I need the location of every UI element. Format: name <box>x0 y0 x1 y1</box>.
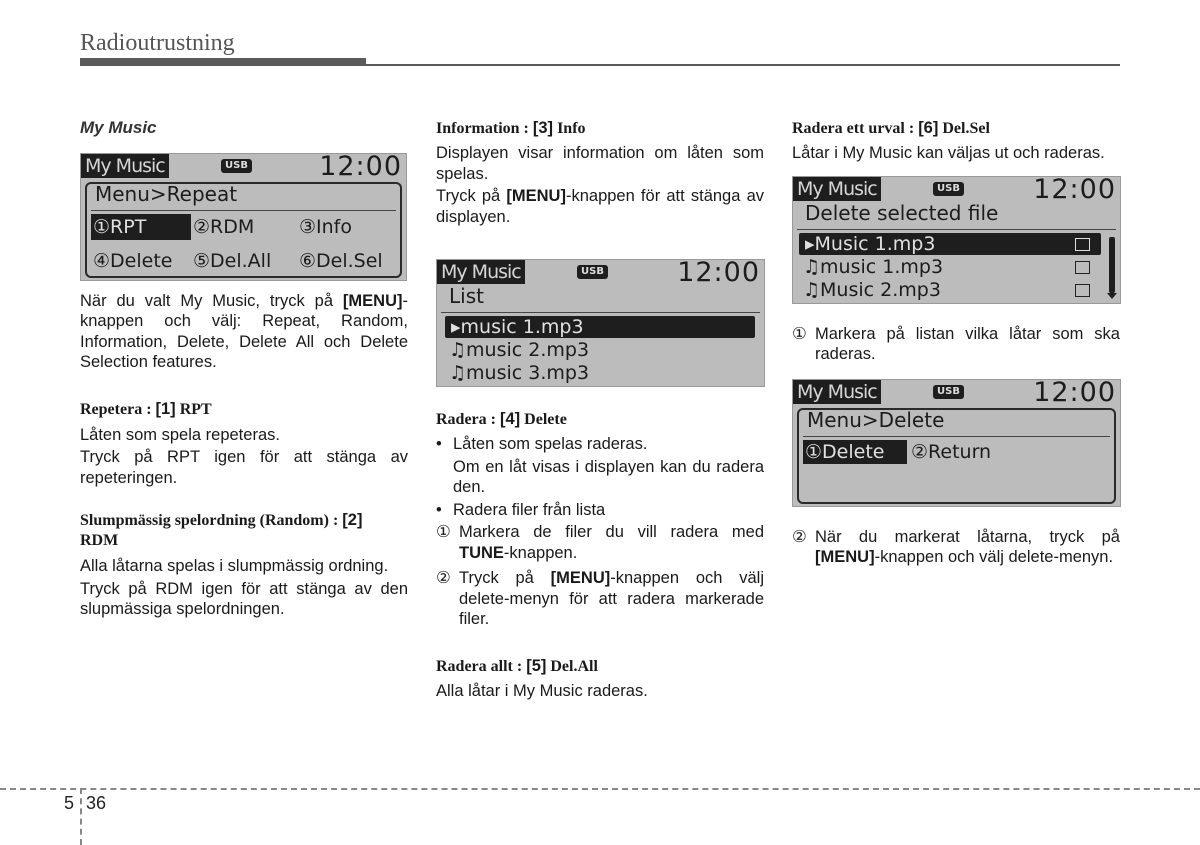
lcd-menu-title: Menu>Repeat <box>95 181 238 206</box>
usb-badge: USB <box>933 182 964 196</box>
lcd-app-label: My Music <box>793 380 881 404</box>
del-sel-p1: Låtar i My Music kan väljas ut och raderas. <box>792 144 1105 162</box>
delete-n1 <box>459 522 764 563</box>
heading-text: RDM <box>80 532 119 549</box>
heading-text: Del.Sel <box>938 120 990 137</box>
heading-random <box>80 510 408 551</box>
numbered-item <box>792 527 1120 568</box>
lcd-list-item: ♫Music 2.mp3 <box>803 278 941 301</box>
lcd-delete-selected <box>792 176 1121 304</box>
text-run: Tryck på <box>436 187 507 205</box>
lcd-app-label: My Music <box>437 260 525 284</box>
lcd-option-rpt: ①RPT <box>91 214 191 240</box>
lcd-list-item: ♫music 1.mp3 <box>803 255 944 278</box>
lcd-option-info: ③Info <box>299 215 352 238</box>
lcd-menu-title: List <box>449 284 484 308</box>
info-p2 <box>436 186 764 227</box>
repeat-p2: Tryck på RPT igen för att stänga av repeteringen. <box>80 448 408 487</box>
page-number: 36 <box>86 793 107 813</box>
heading-num: [1] <box>155 399 176 418</box>
text-run: Tryck på <box>459 569 551 587</box>
lcd-divider <box>803 436 1110 437</box>
text-run: När du markerat låtarna, tryck på <box>815 527 1120 546</box>
menu-key: [MENU] <box>506 187 566 205</box>
text-run: -knappen för att stänga av displayen. <box>436 187 764 226</box>
heading-text: Delete <box>520 411 567 428</box>
heading-text: RPT <box>175 400 212 418</box>
text-run: -knappen och välj delete-menyn för att radera markerade filer. <box>459 569 764 628</box>
menu-key: [MENU] <box>550 569 611 587</box>
numbered-item <box>436 522 764 563</box>
lcd-clock: 12:00 <box>319 152 402 182</box>
lcd-option-rdm: ②RDM <box>193 215 255 238</box>
lcd-menu-frame <box>85 182 402 278</box>
lcd-list-item: ♫music 2.mp3 <box>449 339 590 361</box>
heading-delete-selection <box>792 118 1120 139</box>
circled-number: ② <box>792 527 807 546</box>
lcd-repeat-menu <box>80 153 407 281</box>
scroll-down-icon <box>1107 293 1117 299</box>
heading-delete <box>436 409 764 430</box>
repeat-p1: Låten som spela repeteras. <box>80 425 280 444</box>
checkbox-icon <box>1075 238 1090 251</box>
numbered-item <box>792 324 1120 365</box>
heading-repeat <box>80 399 408 420</box>
bullet-item <box>436 500 764 521</box>
text-run: -knappen och välj delete-menyn. <box>874 548 1114 566</box>
bullet-dot: • <box>436 435 442 453</box>
lcd-menu-title: Menu>Delete <box>807 407 945 432</box>
heading-num: [2] <box>342 511 363 529</box>
heading-delete-all <box>436 656 764 677</box>
del-sel-n1: Markera på listan vilka låtar som ska raderas. <box>815 324 1120 363</box>
lcd-clock: 12:00 <box>1033 175 1116 205</box>
delete-n2 <box>459 568 764 630</box>
lcd-option-del-sel: ⑥Del.Sel <box>299 249 383 272</box>
usb-badge: USB <box>221 159 252 173</box>
lcd-divider <box>797 229 1116 230</box>
heading-text: Info <box>553 120 586 137</box>
heading-num: [5] <box>526 656 547 675</box>
circled-number: ② <box>436 569 451 587</box>
scrollbar-thumb <box>1109 237 1115 293</box>
checkbox-icon <box>1075 284 1090 297</box>
lcd-delete-menu <box>792 379 1121 507</box>
delete-all-p1: Alla låtar i My Music raderas. <box>436 681 648 700</box>
lcd-option-delete: ①Delete <box>803 440 907 464</box>
lcd-divider <box>441 312 760 313</box>
lcd-option-del-all: ⑤Del.All <box>193 249 272 272</box>
lcd-menu-frame <box>797 408 1116 504</box>
lcd-option-return: ②Return <box>911 440 992 463</box>
lcd-list <box>436 259 765 387</box>
lcd-menu-title: Delete selected file <box>805 200 999 225</box>
column-2 <box>436 118 764 701</box>
menu-key: [MENU] <box>342 291 403 310</box>
checkbox-icon <box>1075 261 1090 274</box>
footer-divider <box>80 788 82 845</box>
numbered-item <box>436 568 764 630</box>
intro-paragraph <box>80 291 408 373</box>
chapter-number: 5 <box>64 793 75 813</box>
text-run: -knappen. <box>503 543 578 562</box>
heading-text: Radera ett urval : <box>792 120 919 137</box>
lcd-clock: 12:00 <box>677 259 760 288</box>
heading-num: [3] <box>532 119 554 137</box>
circled-number: ① <box>436 523 451 541</box>
menu-key: [MENU] <box>815 548 875 566</box>
heading-text: Repetera : <box>80 400 156 418</box>
header-rule <box>80 64 1120 66</box>
bullet-item <box>436 434 764 498</box>
heading-text: Information : <box>436 120 533 137</box>
heading-text: Slumpmässig spelordning (Random) : <box>80 512 343 529</box>
heading-text: Radera : <box>436 411 500 428</box>
usb-badge: USB <box>577 265 608 279</box>
info-p1: Displayen visar information om låten som spelas. <box>436 144 764 183</box>
del-sel-n2 <box>815 527 1120 568</box>
lcd-list-item-selected: ▸Music 1.mp3 <box>799 233 1101 255</box>
tune-key: TUNE <box>459 543 504 562</box>
lcd-option-delete: ④Delete <box>93 249 173 272</box>
heading-text: Del.All <box>546 657 598 675</box>
column-1 <box>80 118 408 620</box>
column-3 <box>792 118 1120 568</box>
lcd-app-label: My Music <box>793 177 881 201</box>
delete-b1: Låten som spelas raderas. <box>453 435 648 453</box>
footer-rule <box>0 788 1200 790</box>
random-p2: Tryck på RDM igen för att stänga av den slupmässiga spelordningen. <box>80 579 408 618</box>
random-p1: Alla låtarna spelas i slumpmässig ordning. <box>80 557 389 575</box>
lcd-list-item: ♫music 3.mp3 <box>449 362 590 384</box>
heading-text: Radera allt : <box>436 657 527 675</box>
section-subtitle: My Music <box>80 118 157 137</box>
page-header-title: Radioutrustning <box>80 30 235 56</box>
bullet-dot: • <box>436 500 442 519</box>
lcd-clock: 12:00 <box>1033 378 1116 408</box>
text-run: När du valt My Music, tryck på <box>80 291 343 310</box>
lcd-list-item-selected: ▸music 1.mp3 <box>445 316 755 338</box>
heading-num: [4] <box>499 410 521 428</box>
text-run: Markera de filer du vill radera med <box>459 523 764 541</box>
lcd-divider <box>91 210 396 211</box>
heading-num: [6] <box>918 119 939 137</box>
heading-info <box>436 118 764 139</box>
usb-badge: USB <box>933 385 964 399</box>
circled-number: ① <box>792 324 807 343</box>
delete-b1b: Om en låt visas i displayen kan du radera den. <box>453 457 764 496</box>
text-run: -knappen och välj: Repeat, Random, Information, Delete, Delete All och Delete Selection features. <box>80 291 408 371</box>
lcd-app-label: My Music <box>81 154 169 178</box>
delete-b2: Radera filer från lista <box>453 500 606 519</box>
